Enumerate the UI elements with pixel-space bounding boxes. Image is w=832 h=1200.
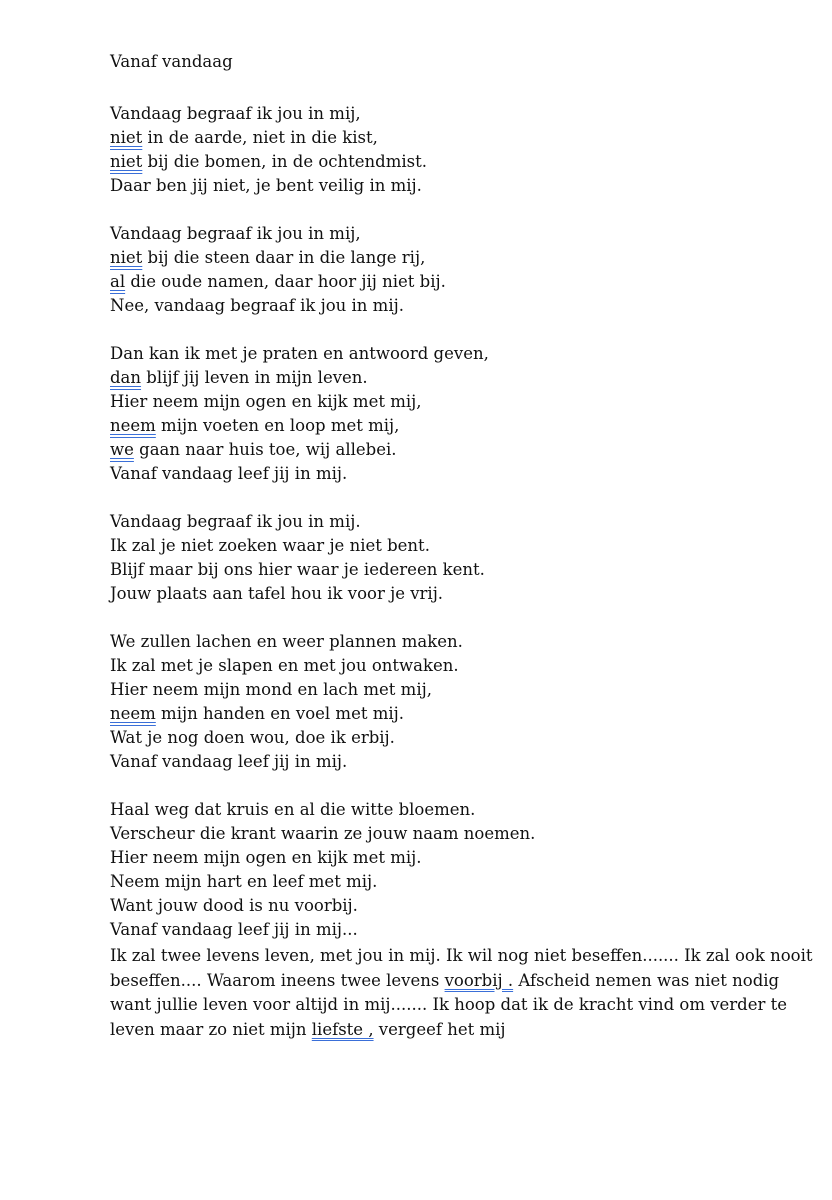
poem-line xyxy=(110,654,463,678)
spellcheck-flagged-word[interactable]: we xyxy=(110,440,134,459)
poem-line xyxy=(110,102,427,126)
poem-line xyxy=(110,870,535,894)
poem-line xyxy=(110,246,446,270)
spellcheck-flagged-word[interactable]: neem xyxy=(110,704,156,723)
poem-line xyxy=(110,798,535,822)
line-text: Want jouw dood is nu voorbij. xyxy=(110,896,358,915)
line-text: Hier neem mijn mond en lach met mij, xyxy=(110,680,432,699)
line-text: Vandaag begraaf ik jou in mij, xyxy=(110,224,361,243)
line-text: Vanaf vandaag leef jij in mij. xyxy=(110,464,348,483)
poem-line xyxy=(110,174,427,198)
line-text: We zullen lachen en weer plannen maken. xyxy=(110,632,463,651)
poem-line xyxy=(110,390,489,414)
poem-line xyxy=(110,414,489,438)
spellcheck-flagged-word[interactable]: liefste , xyxy=(311,1019,374,1039)
poem-line xyxy=(110,582,485,606)
poem-line xyxy=(110,702,463,726)
line-text: Daar ben jij niet, je bent veilig in mij. xyxy=(110,176,422,195)
poem-line xyxy=(110,726,463,750)
line-text: Haal weg dat kruis en al die witte bloemen. xyxy=(110,800,476,819)
line-text: in de aarde, niet in die kist, xyxy=(142,128,378,147)
spellcheck-flagged-word[interactable]: voorbij . xyxy=(444,970,514,990)
line-text: Ik zal je niet zoeken waar je niet bent. xyxy=(110,536,430,555)
line-text: Hier neem mijn ogen en kijk met mij. xyxy=(110,848,422,867)
spellcheck-flagged-word[interactable]: niet xyxy=(110,248,143,267)
poem-line xyxy=(110,270,446,294)
spellcheck-flagged-word[interactable]: dan xyxy=(110,368,142,387)
poem-line xyxy=(110,222,446,246)
poem-line xyxy=(110,462,489,486)
poem-line xyxy=(110,822,535,846)
line-text: Verscheur die krant waarin ze jouw naam noemen. xyxy=(110,824,536,843)
line-text: Ik zal met je slapen en met jou ontwaken. xyxy=(110,656,459,675)
line-text: Neem mijn hart en leef met mij. xyxy=(110,872,378,891)
line-text: Nee, vandaag begraaf ik jou in mij. xyxy=(110,296,404,315)
line-text: bij die bomen, in de ochtendmist. xyxy=(142,152,428,171)
poem-line xyxy=(110,510,485,534)
poem-line xyxy=(110,126,427,150)
spellcheck-flagged-word[interactable]: neem xyxy=(110,416,156,435)
poem-line xyxy=(110,342,489,366)
line-text: Jouw plaats aan tafel hou ik voor je vrij. xyxy=(110,584,444,603)
poem-line xyxy=(110,294,446,318)
poem-title: Vanaf vandaag xyxy=(110,52,233,71)
line-text: Dan kan ik met je praten en antwoord geven, xyxy=(110,344,489,363)
line-text: Vandaag begraaf ik jou in mij, xyxy=(110,104,361,123)
document-page xyxy=(110,0,815,1200)
stanza xyxy=(110,630,463,774)
poem-line xyxy=(110,630,463,654)
spellcheck-flagged-word[interactable]: niet xyxy=(110,128,143,147)
line-text: bij die steen daar in die lange rij, xyxy=(142,248,426,267)
line-text: Blijf maar bij ons hier waar je iedereen kent. xyxy=(110,560,485,579)
stanza xyxy=(110,222,446,318)
closing-text-part: Ik zal twee levens leven, met jou in mij. Ik wil nog niet beseffen....... Ik zal ook nooit beseffen.... Waarom ineens twee levens xyxy=(110,946,813,990)
line-text: gaan naar huis toe, wij allebei. xyxy=(133,440,397,459)
line-text: Vanaf vandaag leef jij in mij. xyxy=(110,752,348,771)
poem-line xyxy=(110,150,427,174)
closing-paragraph xyxy=(110,944,815,1042)
line-text: Wat je nog doen wou, doe ik erbij. xyxy=(110,728,395,747)
poem-line xyxy=(110,678,463,702)
line-text: mijn voeten en loop met mij, xyxy=(155,416,400,435)
stanza xyxy=(110,342,489,486)
closing-text-part: Afscheid nemen was niet nodig want jullie leven voor altijd in mij....... Ik hoop dat ik de kracht vind om verder te leven maar zo niet mijn xyxy=(110,970,788,1039)
poem-line xyxy=(110,750,463,774)
spellcheck-flagged-word[interactable]: niet xyxy=(110,152,143,171)
stanza xyxy=(110,798,535,942)
poem-line xyxy=(110,894,535,918)
stanza xyxy=(110,102,427,198)
line-text: die oude namen, daar hoor jij niet bij. xyxy=(125,272,446,291)
line-text: Hier neem mijn ogen en kijk met mij, xyxy=(110,392,422,411)
poem-line xyxy=(110,366,489,390)
stanza xyxy=(110,510,485,606)
line-text: Vanaf vandaag leef jij in mij... xyxy=(110,920,358,939)
line-text: blijf jij leven in mijn leven. xyxy=(141,368,368,387)
poem-line xyxy=(110,846,535,870)
closing-text-part: vergeef het mij xyxy=(373,1019,506,1039)
line-text: Vandaag begraaf ik jou in mij. xyxy=(110,512,361,531)
poem-line xyxy=(110,534,485,558)
spellcheck-flagged-word[interactable]: al xyxy=(110,272,126,291)
line-text: mijn handen en voel met mij. xyxy=(155,704,405,723)
poem-line xyxy=(110,558,485,582)
poem-line xyxy=(110,438,489,462)
poem-line xyxy=(110,918,535,942)
